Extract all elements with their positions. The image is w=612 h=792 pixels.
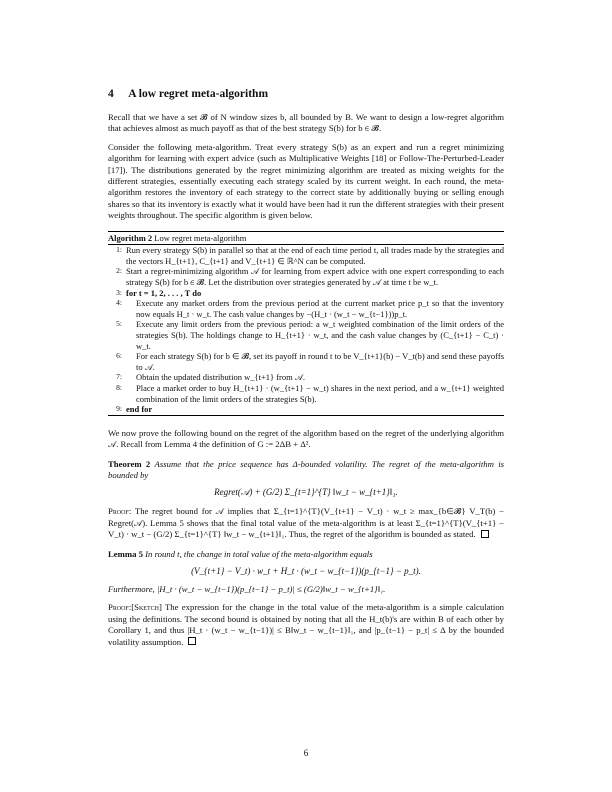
lemma-proof xyxy=(108,602,504,648)
paragraph-intro: Recall that we have a set 𝓑 of N window sizes b, all bounded by B. We want to design a low-regret algorithm that achieves almost as much payoff as that of the best strategy S(b) for b ∈ 𝓑. xyxy=(108,112,504,134)
step-number: 7: xyxy=(116,372,122,382)
step-text: for t = 1, 2, . . . , T do xyxy=(126,287,202,298)
section-number: 4 xyxy=(108,88,114,100)
step-text: Place a market order to buy H_{t+1} · (w_{t+1} − w_t) shares in the next period, and a w_{t+1} weighted combination of the limit orders of the strategies S(b). xyxy=(136,382,504,404)
step-text: Execute any limit orders from the previous period: a w_t weighted combination of the limit orders of the strategies S(b). The holdings change to H_{t+1} · w_t, and the cash value changes by (C_{t+1} − C_t) · w_t. xyxy=(136,319,504,351)
proof-text: The regret bound for 𝒜 implies that Σ_{t=1}^{T}(V_{t+1} − V_t) · w_t ≥ max_{b∈𝓑} V_T(b) − Regret(𝒜). Lemma 5 shows that the final total value of the meta-algorithm is at least Σ_{t=1}^{T}(V_{t+1} − V_t) · w_t − (G/2) Σ_{t=1}^{T} ‖w_t − w_{t+1}‖₁. Thus, the regret of the algorithm is bounded as stated. xyxy=(108,506,504,540)
lemma-label: Lemma 5 xyxy=(108,548,143,559)
step-text: Run every strategy S(b) in parallel so that at the end of each time period t, all trades made by the strategies and the vectors H_{t+1}, C_{t+1} and V_{t+1} ∈ ℝ^N can be computed. xyxy=(126,245,504,266)
proof-label: Proof:[Sketch] xyxy=(108,602,162,613)
step-text: For each strategy S(b) for b ∈ 𝓑, set its payoff in round t to be V_{t+1}(b) − V_t(b) and send these payoffs to 𝒜. xyxy=(136,351,504,372)
lemma-furthermore-text: Furthermore, |H_t · (w_t − w_{t−1})(p_{t−1} − p_t)| ≤ (G/2)‖w_t − w_{t+1}‖₁. xyxy=(108,584,386,594)
step-number: 6: xyxy=(116,351,122,361)
step-text: end for xyxy=(126,404,153,415)
algorithm-step xyxy=(108,383,504,404)
theorem-formula: Regret(𝒜) + (G/2) Σ_{t=1}^{T} ‖w_t − w_{t+1}‖₁. xyxy=(214,487,398,498)
theorem-proof xyxy=(108,506,504,540)
algorithm-title: Low regret meta-algorithm xyxy=(154,232,247,243)
step-number: 4: xyxy=(116,298,122,308)
qed-icon xyxy=(481,530,489,538)
step-number: 2: xyxy=(116,266,122,276)
algorithm-label: Algorithm 2 xyxy=(108,232,153,243)
algorithm-step xyxy=(108,245,504,266)
algorithm-header xyxy=(108,232,504,246)
lemma-furthermore xyxy=(108,584,504,595)
step-number: 3: xyxy=(116,287,122,297)
section-title: A low regret meta-algorithm xyxy=(128,88,269,100)
section-heading xyxy=(108,88,504,100)
step-number: 1: xyxy=(116,245,122,255)
page-number: 6 xyxy=(303,748,309,758)
algorithm-step xyxy=(108,298,504,319)
algorithm-step xyxy=(108,351,504,372)
theorem-2 xyxy=(108,459,504,482)
step-number: 5: xyxy=(116,319,122,329)
theorem-label: Theorem 2 xyxy=(108,458,151,469)
algorithm-box xyxy=(108,231,504,416)
step-number: 8: xyxy=(116,382,122,392)
qed-icon xyxy=(188,637,196,645)
page-body xyxy=(108,88,504,655)
proof-text: The expression for the change in the total value of the meta-algorithm is a simple calculation using the definitions. The second bound is obtained by noting that all the H_t(b)'s are within B of each other by Corollary 1, and thus |H_t · (w_t − w_{t−1})| ≤ B‖w_t − w_{t−1}‖₁, and |p_{t−1} − p_t| ≤ Δ by the bounded volatility assumption. xyxy=(108,602,505,647)
theorem-statement: Assume that the price sequence has Δ-bounded volatility. The regret of the meta-algorithm is bounded by xyxy=(108,458,504,480)
proof-label: Proof: xyxy=(108,506,132,517)
algorithm-step xyxy=(108,319,504,351)
algorithm-step xyxy=(108,288,504,299)
paragraph-bound: We now prove the following bound on the regret of the algorithm based on the regret of the underlying algorithm 𝒜. Recall from Lemma 4 the definition of G := 2ΔB + Δ². xyxy=(108,427,504,450)
step-text: Execute any market orders from the previous period at the current market price p_t so that the inventory now equals H_t · w_t. The cash value changes by −(H_t · (w_t − w_{t−1}))p_t. xyxy=(136,298,504,319)
step-text: Obtain the updated distribution w_{t+1} from 𝒜. xyxy=(136,372,306,383)
algorithm-step xyxy=(108,404,504,415)
algorithm-step xyxy=(108,266,504,287)
step-number: 9: xyxy=(116,404,122,414)
paragraph-meta-algorithm: Consider the following meta-algorithm. Treat every strategy S(b) as an expert and run a regret minimizing algorithm for learning with expert advice (such as Multiplicative Weights [18] or Follow-The-Perturbed-Leader [17]). The distributions generated by the regret minimizing algorithm are treated as mixing weights for the different strategies, essentially executing each strategy scaled by its current weight. In each round, the meta-algorithm restores the inventory of each strategy to the correct state by additionally buying or selling enough shares so that its inventory is exactly what it would have been had it run the different strategies with their present weights throughout. The specific algorithm is given below. xyxy=(108,141,504,221)
lemma-formula: (V_{t+1} − V_t) · w_t + H_t · (w_t − w_{t−1})(p_{t−1} − p_t). xyxy=(191,566,421,576)
step-text: Start a regret-minimizing algorithm 𝒜 for learning from expert advice with one expert corresponding to each strategy S(b) for b ∈ 𝓑. Let the distribution over strategies generated by 𝒜 at time t be w_t. xyxy=(126,266,504,288)
algorithm-step xyxy=(108,372,504,383)
lemma-5 xyxy=(108,549,504,560)
lemma-statement: In round t, the change in total value of the meta-algorithm equals xyxy=(145,548,373,559)
